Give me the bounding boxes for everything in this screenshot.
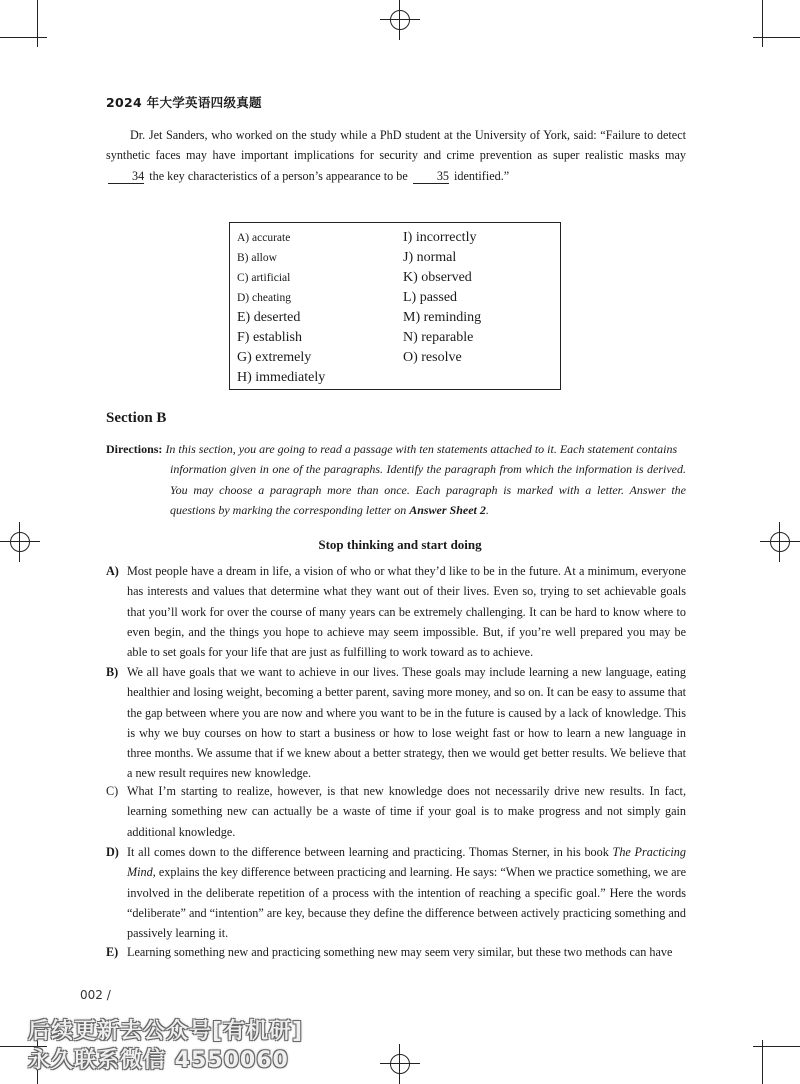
- directions-label: Directions:: [106, 442, 163, 456]
- directions-body: [106, 459, 686, 520]
- word-option: M) reminding: [403, 310, 482, 325]
- watermark-line-2: 永久联系微信 4550060: [28, 1048, 289, 1073]
- word-option: B) allow: [237, 252, 277, 264]
- paragraph-a: Most people have a dream in life, a vision of who or what they’d like to be in the future. At a minimum, everyone has interests and values that determine what they want out of their lives. Even so, trying to set achievable goals that you’ll work for over the course of many years can be extremely challenging. It can be hard to know where to even begin, and the things you hope to achieve may seem impossible. But, if you’re well prepared you may be able to set goals for your life that are just as fulfilling to work toward as to achieve.: [127, 564, 686, 660]
- word-option: N) reparable: [403, 330, 474, 345]
- word-option: G) extremely: [237, 350, 312, 365]
- paragraph-label-c: C): [106, 784, 119, 798]
- directions-first-line: In this section, you are going to read a passage with ten statements attached to it. Each statement contains: [165, 442, 678, 456]
- paragraph-c: What I’m starting to realize, however, is that new knowledge does not necessarily drive new results. In fact, learning something new can actually be a waste of time if your goal is to make progress and not simply gain additional knowledge.: [127, 784, 686, 839]
- blank-34: 34: [108, 170, 144, 184]
- watermark-line-1: 后续更新去公众号[有机研]: [28, 1019, 304, 1044]
- word-option: H) immediately: [237, 370, 326, 385]
- paragraph-label-b: B): [106, 665, 119, 679]
- word-option: E) deserted: [237, 310, 301, 325]
- paragraph-e: Learning something new and practicing something new may seem very similar, but these two methods can have: [127, 945, 673, 959]
- intro-text-middle: the key characteristics of a person’s appearance to be: [149, 168, 408, 183]
- word-option: L) passed: [403, 290, 458, 305]
- paragraph-label-a: A): [106, 564, 119, 578]
- answer-sheet-label: Answer Sheet 2: [409, 502, 486, 517]
- word-option: O) resolve: [403, 350, 462, 365]
- book-title: The Practicing Mind: [127, 845, 686, 880]
- directions-period: .: [485, 502, 489, 517]
- word-bank: [229, 222, 561, 390]
- word-option: D) cheating: [237, 292, 291, 304]
- word-option: A) accurate: [237, 232, 291, 244]
- paragraph-label-d: D): [106, 845, 119, 859]
- directions: [106, 439, 686, 520]
- paragraph-label-e: E): [106, 945, 119, 959]
- paragraph-b: We all have goals that we want to achieve in our lives. These goals may include learning a new language, eating healthier and losing weight, becoming a better parent, saving more money, and so on. It can be easy to assume that the gap between where you are now and where you want to be in the future is caused by a lack of knowledge. This is why we buy courses on how to start a business or how to lose weight fast or how to learn a new language in three months. We assume that if we knew about a better strategy, then we would get better results. We believe that a new result requires new knowledge.: [127, 665, 686, 781]
- word-bank-left-column: [237, 228, 325, 388]
- word-option: F) establish: [237, 330, 302, 345]
- paragraph-d: [127, 842, 686, 943]
- page-number: 002 /: [80, 988, 111, 1002]
- word-option: C) artificial: [237, 272, 291, 284]
- intro-text-end: identified.”: [454, 168, 510, 183]
- word-bank-right-column: [403, 228, 481, 368]
- word-option: I) incorrectly: [403, 230, 477, 245]
- passage-title: Stop thinking and start doing: [318, 537, 482, 552]
- page-header-title: 2024 年大学英语四级真题: [106, 95, 262, 110]
- directions-text: information given in one of the paragraphs. Identify the paragraph from which the information is derived. You may choose a paragraph more than once. Each paragraph is marked with a letter. Answer the questions by marking the corresponding letter on: [170, 462, 686, 517]
- intro-paragraph: [106, 125, 686, 186]
- intro-text: Dr. Jet Sanders, who worked on the study while a PhD student at the University of York, said: “Failure to detect synthetic faces may have important implications for security and crime prevention as super realistic masks may: [106, 128, 686, 163]
- word-option: K) observed: [403, 270, 472, 285]
- section-title: Section B: [106, 410, 167, 426]
- word-option: J) normal: [403, 250, 457, 265]
- blank-35: 35: [413, 170, 449, 184]
- paragraph-d-text-1: It all comes down to the difference between learning and practicing. Thomas Sterner, in his book: [127, 845, 609, 859]
- paragraph-d-text-2: , explains the key difference between practicing and learning. He says: “When we practice something, we are involved in the deliberate repetition of a process with the intention of reaching a specific goal.” Here the words “deliberate” and “intention” are key, because they define the difference between actively practicing something and passively learning it.: [127, 865, 686, 941]
